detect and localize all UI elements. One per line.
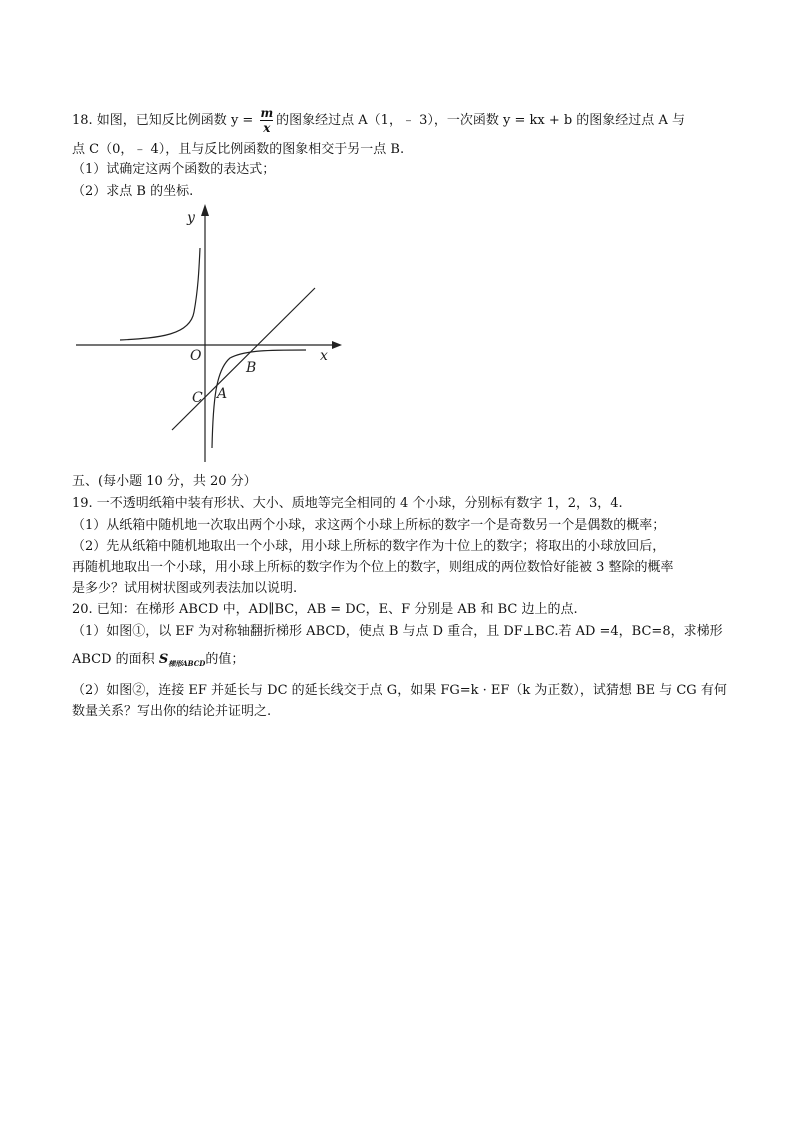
q19-part2-a: （2）先从纸箱中随机地取出一个小球，用小球上所标的数字作为十位上的数字；将取出的小球放回后， xyxy=(72,539,666,554)
label-o: O xyxy=(190,348,202,364)
q18-line1 xyxy=(72,107,685,134)
label-x: x xyxy=(320,348,328,364)
q18-line2: 点 C（0，﹣ 4），且与反比例函数的图象相交于另一点 B. xyxy=(72,142,405,157)
q20-area-prefix: ABCD 的面积 xyxy=(72,652,155,667)
q20-area-suffix: 的值； xyxy=(205,652,245,667)
q19-line1: 19. 一不透明纸箱中装有形状、大小、质地等完全相同的 4 个小球，分别标有数字 1，2，3，4. xyxy=(72,496,623,511)
q18-text-a: 18. 如图，已知反比例函数 y = xyxy=(72,113,258,128)
q18-part2: （2）求点 B 的坐标. xyxy=(72,184,194,199)
label-y: y xyxy=(187,210,195,226)
q20-part2-a: （2）如图②，连接 EF 并延长与 DC 的延长线交于点 G，如果 FG=k · EF（k 为正数），试猜想 BE 与 CG 有何 xyxy=(72,683,727,698)
area-subscript: 梯形ABCD xyxy=(168,659,206,668)
q19-part1: （1）从纸箱中随机地一次取出两个小球，求这两个小球上所标的数字一个是奇数另一个是偶数的概率； xyxy=(72,518,666,533)
function-graph xyxy=(70,200,350,465)
label-c: C xyxy=(192,390,203,406)
q20-line1: 20. 已知：在梯形 ABCD 中，AD∥BC，AB = DC，E、F 分别是 AB 和 BC 边上的点. xyxy=(72,602,578,617)
label-a: A xyxy=(217,386,228,402)
q19-part2-b: 再随机地取出一个小球，用小球上所标的数字作为个位上的数字，则组成的两位数恰好能被 3 整除的概率 xyxy=(72,560,674,575)
fraction-m-over-x xyxy=(260,107,273,134)
q19-part2-c: 是多少？试用树状图或列表法加以说明. xyxy=(72,581,298,596)
q20-part1-a: （1）如图①，以 EF 为对称轴翻折梯形 ABCD，使点 B 与点 D 重合，且 DF⊥BC.若 AD =4，BC=8，求梯形 xyxy=(72,624,723,639)
label-b: B xyxy=(246,360,257,376)
q20-part1-b xyxy=(72,651,244,673)
q18-part1: （1）试确定这两个函数的表达式； xyxy=(72,162,276,177)
q18-text-b: 的图象经过点 A（1，﹣ 3），一次函数 y = kx + b 的图象经过点 A 与 xyxy=(276,113,685,128)
section-5-heading: 五、(每小题 10 分，共 20 分） xyxy=(72,474,257,489)
q20-part2-b: 数量关系？写出你的结论并证明之. xyxy=(72,704,272,719)
area-symbol: S xyxy=(158,652,169,667)
fraction-numerator: m xyxy=(260,106,274,120)
fraction-denominator: x xyxy=(263,121,271,135)
